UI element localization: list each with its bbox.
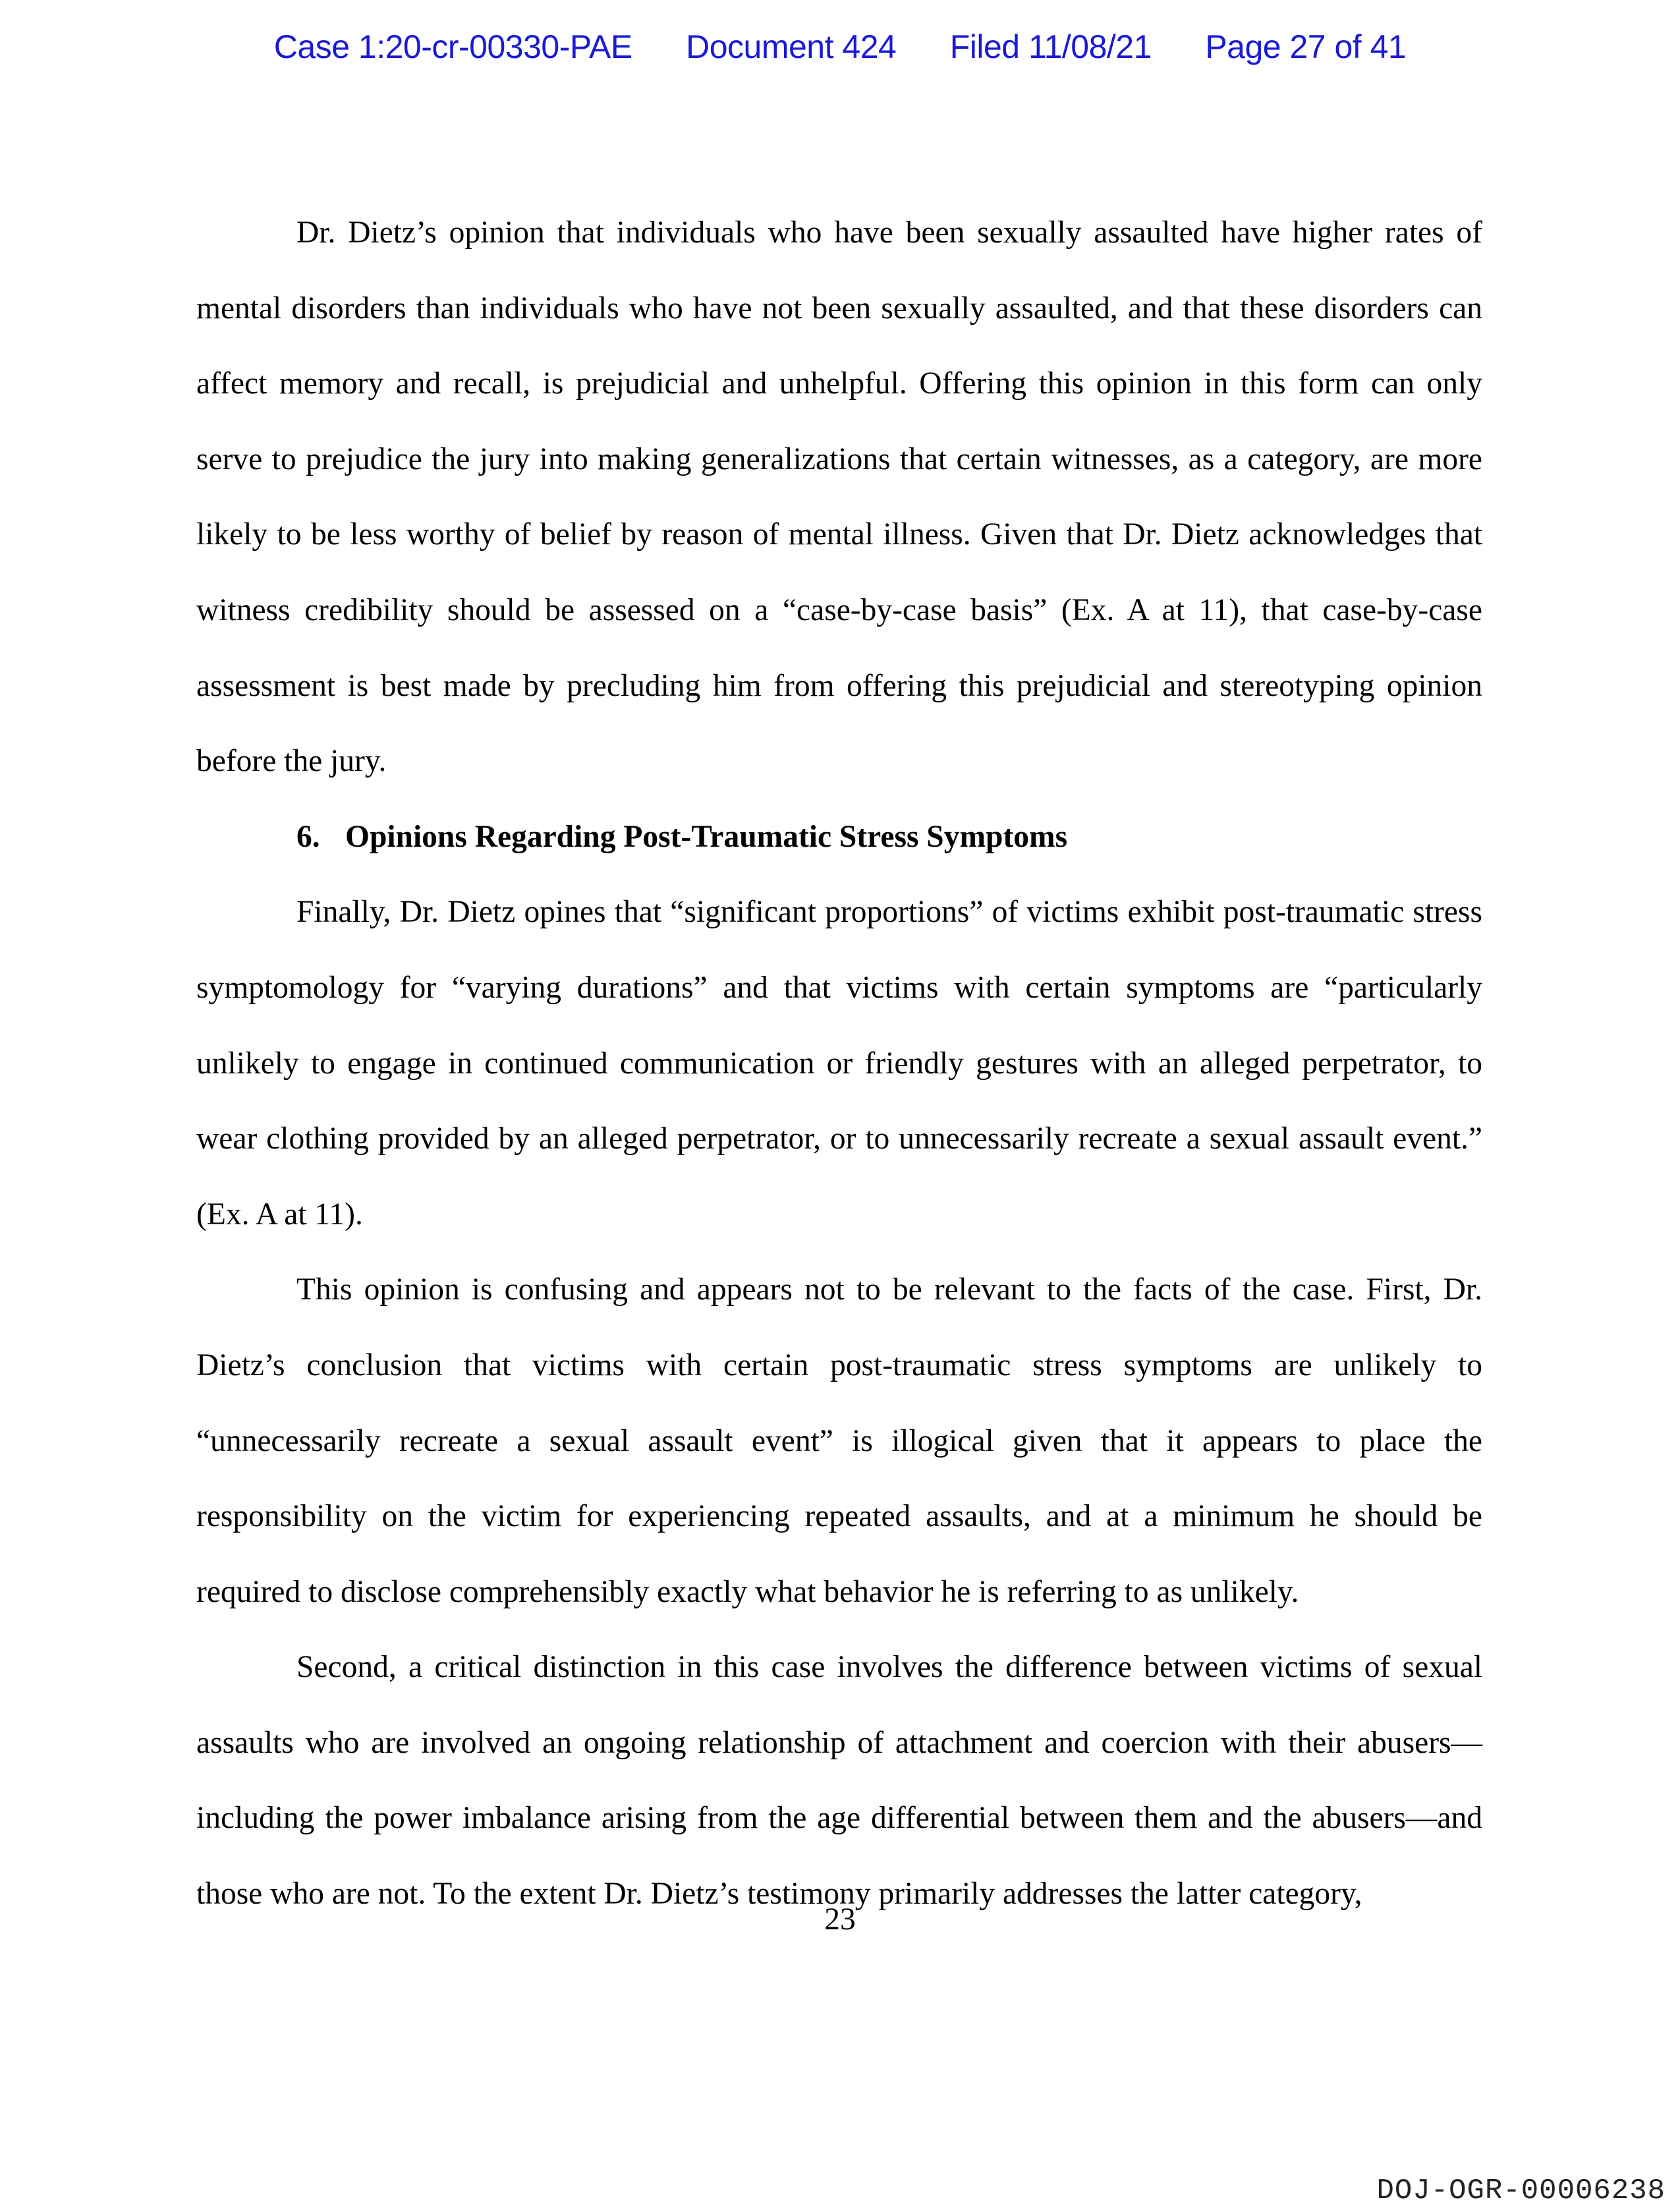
filed-date: Filed 11/08/21 xyxy=(949,28,1152,65)
paragraph-confusing-opinion: This opinion is confusing and appears not to be relevant to the facts of the case. First, Dr. Dietz’s conclusion that victims with certain post-traumatic stress symptoms are unlikely to “unnecessarily recreate a sexual assault event” is illogical given that it appears to place the responsibility on the victim for experiencing repeated assaults, and at a minimum he should be required to disclose comprehensibly exactly what behavior he is referring to as unlikely. xyxy=(196,1272,1482,1609)
paragraph-critical-distinction: Second, a critical distinction in this case involves the difference between victims of sexual assaults who are involved an ongoing relationship of attachment and coercion with their abusers—including the power imbalance arising from the age differential between them and the abusers—and those who are not. To the extent Dr. Dietz’s testimony primarily addresses the latter category, xyxy=(196,1650,1482,1912)
case-number: Case 1:20-cr-00330-PAE xyxy=(273,28,632,65)
section-title: Opinions Regarding Post-Traumatic Stress Symptoms xyxy=(345,819,1068,854)
page-number: 23 xyxy=(824,1902,856,1937)
paragraph-ptsd-opinion: Finally, Dr. Dietz opines that “significant proportions” of victims exhibit post-traumatic stress symptomology for “varying durations” and that victims with certain symptoms are “particularly unlikely to engage in continued communication or friendly gestures with an alleged perpetrator, to wear clothing provided by an alleged perpetrator, or to unnecessarily recreate a sexual assault event.” (Ex. A at 11). xyxy=(196,895,1482,1232)
section-heading xyxy=(196,799,1482,875)
section-number: 6. xyxy=(296,819,320,854)
document-number: Document 424 xyxy=(686,28,897,65)
document-body xyxy=(196,195,1482,1932)
case-header xyxy=(0,28,1680,66)
paragraph-mental-disorders: Dr. Dietz’s opinion that individuals who have been sexually assaulted have higher rates of mental disorders than individuals who have not been sexually assaulted, and that these disorders can affect memory and recall, is prejudicial and unhelpful. Offering this opinion in this form can only serve to prejudice the jury into making generalizations that certain witnesses, as a category, are more likely to be less worthy of belief by reason of mental illness. Given that Dr. Dietz acknowledges that witness credibility should be assessed on a “case-by-case basis” (Ex. A at 11), that case-by-case assessment is best made by precluding him from offering this prejudicial and stereotyping opinion before the jury. xyxy=(196,215,1482,779)
page-indicator: Page 27 of 41 xyxy=(1205,28,1407,65)
bates-number: DOJ-OGR-00006238 xyxy=(1376,2174,1666,2207)
